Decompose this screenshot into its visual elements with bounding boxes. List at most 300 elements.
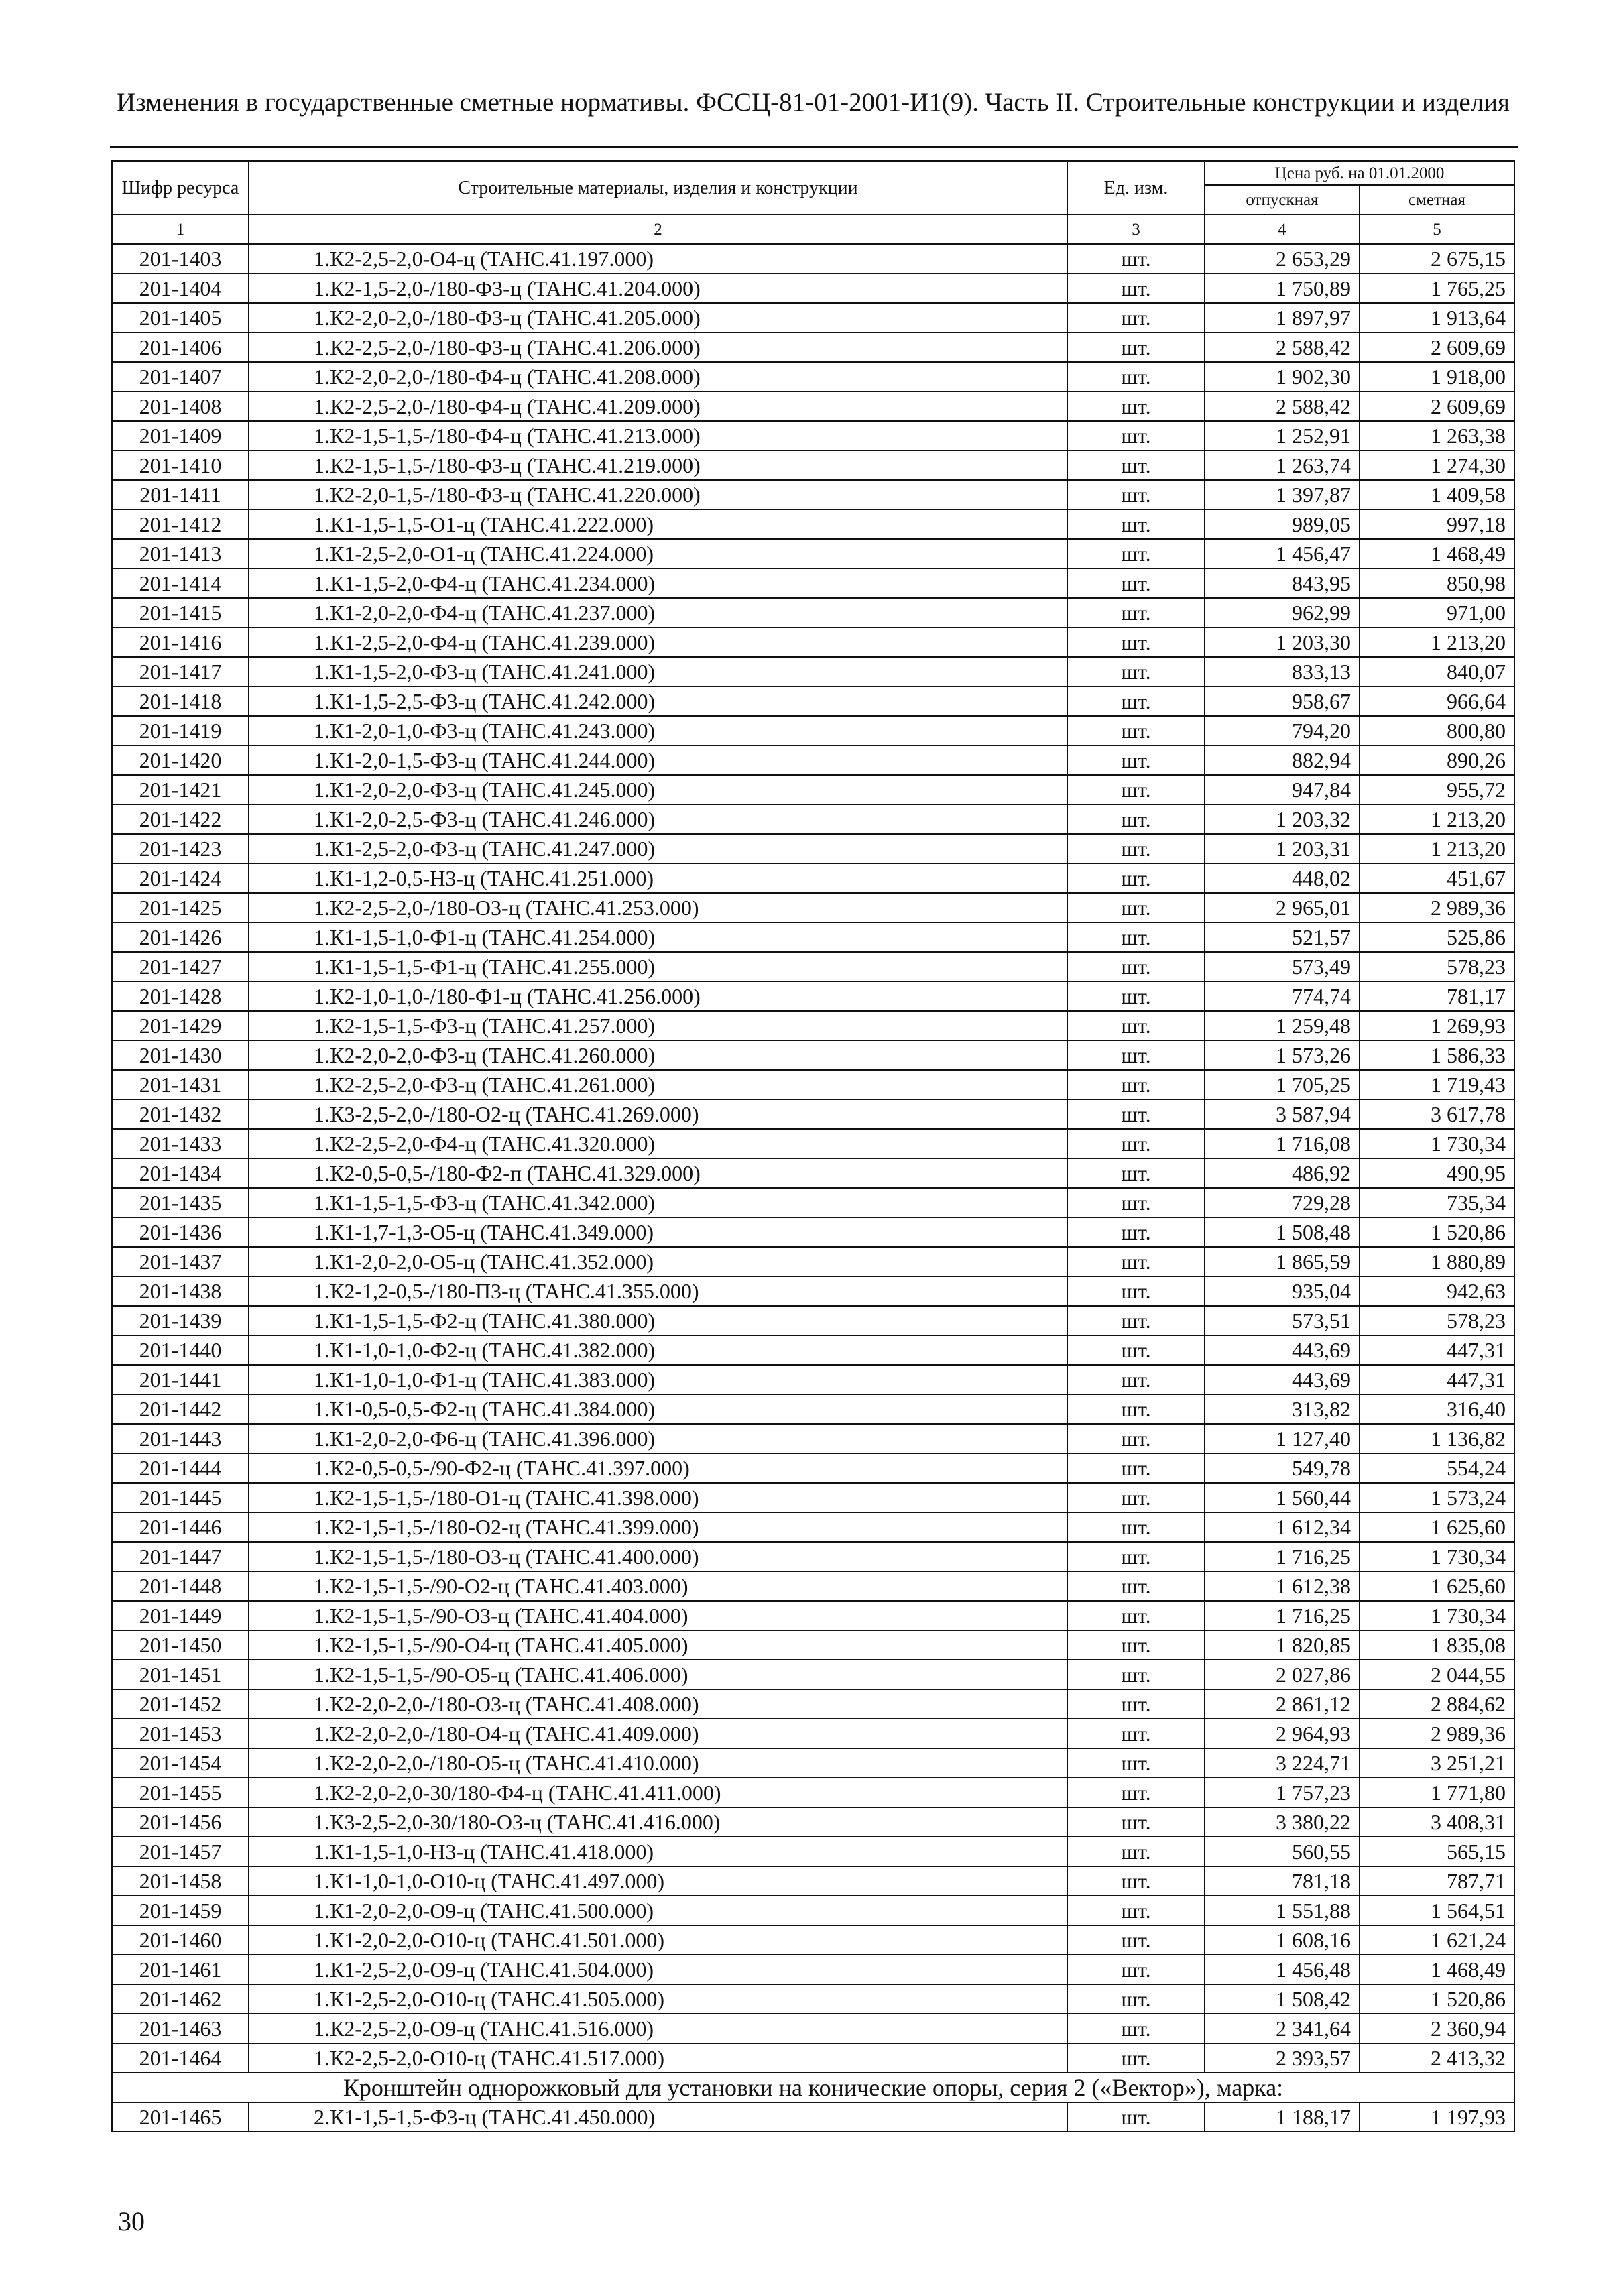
release-price: 1 757,23	[1205, 1778, 1360, 1807]
item-name: 1.К2-2,5-2,0-/180-Ф3-ц (ТАНС.41.206.000)	[249, 333, 1067, 362]
estimate-price: 490,95	[1360, 1158, 1514, 1188]
unit: шт.	[1067, 509, 1205, 539]
header-name: Строительные материалы, изделия и конструкции	[249, 161, 1067, 215]
item-name: 1.К1-1,5-1,5-Ф2-ц (ТАНС.41.380.000)	[249, 1306, 1067, 1335]
item-name: 1.К1-2,0-2,0-Ф4-ц (ТАНС.41.237.000)	[249, 598, 1067, 627]
estimate-price: 2 989,36	[1360, 893, 1514, 922]
resource-code: 201-1422	[112, 804, 249, 834]
unit: шт.	[1067, 922, 1205, 952]
release-price: 2 653,29	[1205, 244, 1360, 274]
unit: шт.	[1067, 2043, 1205, 2073]
unit: шт.	[1067, 244, 1205, 274]
estimate-price: 1 213,20	[1360, 834, 1514, 863]
release-price: 958,67	[1205, 686, 1360, 716]
estimate-price: 2 044,55	[1360, 1660, 1514, 1689]
unit: шт.	[1067, 1335, 1205, 1365]
release-price: 794,20	[1205, 716, 1360, 745]
estimate-price: 1 913,64	[1360, 303, 1514, 333]
unit: шт.	[1067, 1778, 1205, 1807]
unit: шт.	[1067, 1660, 1205, 1689]
estimate-price: 1 213,20	[1360, 627, 1514, 657]
release-price: 3 224,71	[1205, 1748, 1360, 1778]
estimate-price: 1 269,93	[1360, 1011, 1514, 1040]
table-row	[112, 1984, 1514, 2014]
unit: шт.	[1067, 391, 1205, 421]
resource-code: 201-1416	[112, 627, 249, 657]
resource-code: 201-1464	[112, 2043, 249, 2073]
item-name: 1.К2-2,5-2,0-/180-Ф4-ц (ТАНС.41.209.000)	[249, 391, 1067, 421]
unit: шт.	[1067, 893, 1205, 922]
release-price: 947,84	[1205, 775, 1360, 804]
item-name: 1.К2-0,5-0,5-/180-Ф2-п (ТАНС.41.329.000)	[249, 1158, 1067, 1188]
item-name: 1.К1-1,7-1,3-О5-ц (ТАНС.41.349.000)	[249, 1217, 1067, 1247]
unit: шт.	[1067, 1837, 1205, 1866]
resource-code: 201-1403	[112, 244, 249, 274]
item-name: 1.К1-1,5-2,5-Ф3-ц (ТАНС.41.242.000)	[249, 686, 1067, 716]
release-price: 1 259,48	[1205, 1011, 1360, 1040]
unit: шт.	[1067, 863, 1205, 893]
header-price: Цена руб. на 01.01.2000	[1205, 161, 1514, 185]
item-name: 1.К2-1,5-1,5-Ф3-ц (ТАНС.41.257.000)	[249, 1011, 1067, 1040]
header-rule	[110, 146, 1518, 148]
item-name: 1.К2-1,5-1,5-/180-Ф4-ц (ТАНС.41.213.000)	[249, 421, 1067, 450]
resource-code: 201-1415	[112, 598, 249, 627]
release-price: 1 902,30	[1205, 362, 1360, 391]
estimate-price: 554,24	[1360, 1453, 1514, 1483]
item-name: 1.К2-2,0-2,0-/180-О3-ц (ТАНС.41.408.000)	[249, 1689, 1067, 1719]
table-row	[112, 598, 1514, 627]
release-price: 448,02	[1205, 863, 1360, 893]
unit: шт.	[1067, 1571, 1205, 1601]
item-name: 1.К1-2,0-2,0-О10-ц (ТАНС.41.501.000)	[249, 1925, 1067, 1955]
estimate-price: 1 573,24	[1360, 1483, 1514, 1512]
resource-code: 201-1426	[112, 922, 249, 952]
resource-code: 201-1433	[112, 1129, 249, 1158]
table-row	[112, 1483, 1514, 1512]
estimate-price: 447,31	[1360, 1365, 1514, 1394]
release-price: 1 203,32	[1205, 804, 1360, 834]
item-name: 1.К1-2,0-2,0-Ф6-ц (ТАНС.41.396.000)	[249, 1424, 1067, 1453]
release-price: 573,51	[1205, 1306, 1360, 1335]
release-price: 962,99	[1205, 598, 1360, 627]
table-row	[112, 1306, 1514, 1335]
estimate-price: 2 360,94	[1360, 2014, 1514, 2043]
item-name: 1.К1-1,2-0,5-Н3-ц (ТАНС.41.251.000)	[249, 863, 1067, 893]
item-name: 1.К1-1,0-1,0-Ф1-ц (ТАНС.41.383.000)	[249, 1365, 1067, 1394]
unit: шт.	[1067, 1070, 1205, 1099]
table-row	[112, 1453, 1514, 1483]
resource-code: 201-1430	[112, 1040, 249, 1070]
table-row	[112, 1542, 1514, 1571]
table-row	[112, 1099, 1514, 1129]
resource-code: 201-1406	[112, 333, 249, 362]
item-name: 1.К2-2,0-1,5-/180-Ф3-ц (ТАНС.41.220.000)	[249, 480, 1067, 509]
index-cell: 2	[249, 215, 1067, 244]
item-name: 1.К2-1,5-1,5-/90-О2-ц (ТАНС.41.403.000)	[249, 1571, 1067, 1601]
estimate-price: 997,18	[1360, 509, 1514, 539]
resource-code: 201-1452	[112, 1689, 249, 1719]
item-name: 1.К1-2,0-1,5-Ф3-ц (ТАНС.41.244.000)	[249, 745, 1067, 775]
item-name: 1.К3-2,5-2,0-/180-О2-ц (ТАНС.41.269.000)	[249, 1099, 1067, 1129]
estimate-price: 1 880,89	[1360, 1247, 1514, 1276]
item-name: 1.К1-2,5-2,0-О9-ц (ТАНС.41.504.000)	[249, 1955, 1067, 1984]
unit: шт.	[1067, 2014, 1205, 2043]
table-row	[112, 509, 1514, 539]
resource-code: 201-1439	[112, 1306, 249, 1335]
resource-code: 201-1421	[112, 775, 249, 804]
table-row	[112, 981, 1514, 1011]
unit: шт.	[1067, 804, 1205, 834]
estimate-price: 850,98	[1360, 568, 1514, 598]
unit: шт.	[1067, 834, 1205, 863]
estimate-price: 1 197,93	[1360, 2102, 1514, 2132]
table-row	[112, 1217, 1514, 1247]
estimate-price: 451,67	[1360, 863, 1514, 893]
release-price: 1 897,97	[1205, 303, 1360, 333]
unit: шт.	[1067, 1158, 1205, 1188]
item-name: 1.К2-2,0-2,0-30/180-Ф4-ц (ТАНС.41.411.000)	[249, 1778, 1067, 1807]
release-price: 1 865,59	[1205, 1247, 1360, 1276]
unit: шт.	[1067, 981, 1205, 1011]
item-name: 1.К1-2,0-2,0-О5-ц (ТАНС.41.352.000)	[249, 1247, 1067, 1276]
unit: шт.	[1067, 274, 1205, 303]
resource-code: 201-1447	[112, 1542, 249, 1571]
table-row	[112, 1070, 1514, 1099]
unit: шт.	[1067, 775, 1205, 804]
estimate-price: 3 408,31	[1360, 1807, 1514, 1837]
resource-code: 201-1420	[112, 745, 249, 775]
item-name: 1.К1-2,5-2,0-Ф3-ц (ТАНС.41.247.000)	[249, 834, 1067, 863]
item-name: 1.К3-2,5-2,0-30/180-О3-ц (ТАНС.41.416.000)	[249, 1807, 1067, 1837]
unit: шт.	[1067, 1247, 1205, 1276]
estimate-price: 966,64	[1360, 686, 1514, 716]
resource-code: 201-1461	[112, 1955, 249, 1984]
resource-code: 201-1443	[112, 1424, 249, 1453]
release-price: 2 964,93	[1205, 1719, 1360, 1748]
item-name: 1.К1-1,5-2,0-Ф3-ц (ТАНС.41.241.000)	[249, 657, 1067, 686]
table-row	[112, 804, 1514, 834]
resource-code: 201-1427	[112, 952, 249, 981]
unit: шт.	[1067, 1217, 1205, 1247]
item-name: 1.К2-2,0-2,0-/180-Ф3-ц (ТАНС.41.205.000)	[249, 303, 1067, 333]
resource-code: 201-1408	[112, 391, 249, 421]
resource-code: 201-1423	[112, 834, 249, 863]
unit: шт.	[1067, 1483, 1205, 1512]
estimate-price: 2 989,36	[1360, 1719, 1514, 1748]
estimate-price: 1 835,08	[1360, 1630, 1514, 1660]
unit: шт.	[1067, 421, 1205, 450]
estimate-price: 525,86	[1360, 922, 1514, 952]
table-row	[112, 421, 1514, 450]
resource-code: 201-1428	[112, 981, 249, 1011]
table-row	[112, 1778, 1514, 1807]
estimate-price: 1 468,49	[1360, 539, 1514, 568]
unit: шт.	[1067, 1866, 1205, 1896]
estimate-price: 1 263,38	[1360, 421, 1514, 450]
table-row	[112, 1158, 1514, 1188]
item-name: 1.К2-1,5-1,5-/90-О4-ц (ТАНС.41.405.000)	[249, 1630, 1067, 1660]
item-name: 1.К1-1,0-1,0-О10-ц (ТАНС.41.497.000)	[249, 1866, 1067, 1896]
release-price: 1 612,34	[1205, 1512, 1360, 1542]
index-cell: 1	[112, 215, 249, 244]
item-name: 1.К1-2,5-2,0-Ф4-ц (ТАНС.41.239.000)	[249, 627, 1067, 657]
estimate-price: 1 409,58	[1360, 480, 1514, 509]
estimate-price: 1 625,60	[1360, 1571, 1514, 1601]
estimate-price: 840,07	[1360, 657, 1514, 686]
table-row	[112, 657, 1514, 686]
unit: шт.	[1067, 1306, 1205, 1335]
table-row	[112, 775, 1514, 804]
release-price: 573,49	[1205, 952, 1360, 981]
item-name: 1.К1-1,5-1,5-Ф3-ц (ТАНС.41.342.000)	[249, 1188, 1067, 1217]
release-price: 1 127,40	[1205, 1424, 1360, 1453]
table-row	[112, 1040, 1514, 1070]
release-price: 3 380,22	[1205, 1807, 1360, 1837]
table-row	[112, 863, 1514, 893]
unit: шт.	[1067, 1099, 1205, 1129]
header-estimate-price: сметная	[1360, 185, 1514, 215]
release-price: 443,69	[1205, 1365, 1360, 1394]
estimate-price: 2 609,69	[1360, 391, 1514, 421]
estimate-price: 2 413,32	[1360, 2043, 1514, 2073]
section-title: Кронштейн однорожковый для установки на конические опоры, серия 2 («Вектор»), марка:	[112, 2073, 1514, 2102]
resource-code: 201-1460	[112, 1925, 249, 1955]
item-name: 1.К2-1,5-1,5-/180-О2-ц (ТАНС.41.399.000)	[249, 1512, 1067, 1542]
table-row	[112, 1424, 1514, 1453]
resource-code: 201-1445	[112, 1483, 249, 1512]
unit: шт.	[1067, 1276, 1205, 1306]
resource-code: 201-1458	[112, 1866, 249, 1896]
unit: шт.	[1067, 1040, 1205, 1070]
table-row	[112, 1807, 1514, 1837]
table-row	[112, 539, 1514, 568]
table-row	[112, 450, 1514, 480]
item-name: 1.К2-2,0-2,0-Ф3-ц (ТАНС.41.260.000)	[249, 1040, 1067, 1070]
item-name: 1.К2-1,0-1,0-/180-Ф1-ц (ТАНС.41.256.000)	[249, 981, 1067, 1011]
estimate-price: 955,72	[1360, 775, 1514, 804]
resource-code: 201-1404	[112, 274, 249, 303]
index-cell: 3	[1067, 215, 1205, 244]
unit: шт.	[1067, 716, 1205, 745]
unit: шт.	[1067, 1394, 1205, 1424]
unit: шт.	[1067, 1955, 1205, 1984]
release-price: 1 705,25	[1205, 1070, 1360, 1099]
item-name: 1.К2-1,5-1,5-/90-О3-ц (ТАНС.41.404.000)	[249, 1601, 1067, 1630]
table-row	[112, 1188, 1514, 1217]
item-name: 1.К2-2,0-2,0-/180-О5-ц (ТАНС.41.410.000)	[249, 1748, 1067, 1778]
table-row	[112, 362, 1514, 391]
release-price: 1 560,44	[1205, 1483, 1360, 1512]
resource-code: 201-1446	[112, 1512, 249, 1542]
release-price: 1 716,08	[1205, 1129, 1360, 1158]
release-price: 2 341,64	[1205, 2014, 1360, 2043]
table-row	[112, 1748, 1514, 1778]
estimate-price: 1 719,43	[1360, 1070, 1514, 1099]
release-price: 2 393,57	[1205, 2043, 1360, 2073]
table-row	[112, 1689, 1514, 1719]
page-number: 30	[118, 2206, 145, 2236]
release-price: 781,18	[1205, 1866, 1360, 1896]
resource-code: 201-1434	[112, 1158, 249, 1188]
estimate-price: 1 625,60	[1360, 1512, 1514, 1542]
item-name: 1.К2-2,5-2,0-О9-ц (ТАНС.41.516.000)	[249, 2014, 1067, 2043]
item-name: 2.К1-1,5-1,5-Ф3-ц (ТАНС.41.450.000)	[249, 2102, 1067, 2132]
resource-code: 201-1442	[112, 1394, 249, 1424]
resource-code: 201-1440	[112, 1335, 249, 1365]
estimate-price: 1 274,30	[1360, 450, 1514, 480]
item-name: 1.К2-2,5-2,0-Ф3-ц (ТАНС.41.261.000)	[249, 1070, 1067, 1099]
release-price: 2 965,01	[1205, 893, 1360, 922]
table-row	[112, 274, 1514, 303]
item-name: 1.К2-2,5-2,0-/180-О3-ц (ТАНС.41.253.000)	[249, 893, 1067, 922]
index-cell: 4	[1205, 215, 1360, 244]
unit: шт.	[1067, 1542, 1205, 1571]
estimate-price: 316,40	[1360, 1394, 1514, 1424]
release-price: 843,95	[1205, 568, 1360, 598]
resource-code: 201-1419	[112, 716, 249, 745]
table-row	[112, 952, 1514, 981]
header-release-price: отпускная	[1205, 185, 1360, 215]
release-price: 1 203,30	[1205, 627, 1360, 657]
estimate-price: 1 918,00	[1360, 362, 1514, 391]
estimate-price: 1 765,25	[1360, 274, 1514, 303]
table-row	[112, 391, 1514, 421]
estimate-price: 3 251,21	[1360, 1748, 1514, 1778]
resource-code: 201-1417	[112, 657, 249, 686]
release-price: 935,04	[1205, 1276, 1360, 1306]
unit: шт.	[1067, 627, 1205, 657]
unit: шт.	[1067, 745, 1205, 775]
release-price: 560,55	[1205, 1837, 1360, 1866]
unit: шт.	[1067, 1984, 1205, 2014]
release-price: 1 203,31	[1205, 834, 1360, 863]
resource-code: 201-1441	[112, 1365, 249, 1394]
table-row	[112, 1247, 1514, 1276]
unit: шт.	[1067, 1896, 1205, 1925]
resource-code: 201-1407	[112, 362, 249, 391]
section-row	[112, 2073, 1514, 2102]
estimate-price: 890,26	[1360, 745, 1514, 775]
resource-code: 201-1437	[112, 1247, 249, 1276]
estimate-price: 942,63	[1360, 1276, 1514, 1306]
item-name: 1.К1-2,0-2,0-О9-ц (ТАНС.41.500.000)	[249, 1896, 1067, 1925]
table-row	[112, 627, 1514, 657]
release-price: 1 508,42	[1205, 1984, 1360, 2014]
header-code: Шифр ресурса	[112, 161, 249, 215]
resource-code: 201-1444	[112, 1453, 249, 1483]
estimate-price: 1 586,33	[1360, 1040, 1514, 1070]
estimate-price: 971,00	[1360, 598, 1514, 627]
item-name: 1.К1-1,5-1,5-О1-ц (ТАНС.41.222.000)	[249, 509, 1067, 539]
unit: шт.	[1067, 657, 1205, 686]
unit: шт.	[1067, 952, 1205, 981]
table-row	[112, 1925, 1514, 1955]
resource-code: 201-1409	[112, 421, 249, 450]
release-price: 2 861,12	[1205, 1689, 1360, 1719]
resource-code: 201-1414	[112, 568, 249, 598]
table-row	[112, 893, 1514, 922]
release-price: 486,92	[1205, 1158, 1360, 1188]
item-name: 1.К1-2,5-2,0-О10-ц (ТАНС.41.505.000)	[249, 1984, 1067, 2014]
item-name: 1.К1-1,5-1,0-Н3-ц (ТАНС.41.418.000)	[249, 1837, 1067, 1866]
estimate-price: 1 730,34	[1360, 1542, 1514, 1571]
resource-code: 201-1431	[112, 1070, 249, 1099]
table-row	[112, 244, 1514, 274]
unit: шт.	[1067, 1689, 1205, 1719]
estimate-price: 447,31	[1360, 1335, 1514, 1365]
release-price: 833,13	[1205, 657, 1360, 686]
release-price: 882,94	[1205, 745, 1360, 775]
unit: шт.	[1067, 1424, 1205, 1453]
item-name: 1.К2-0,5-0,5-/90-Ф2-ц (ТАНС.41.397.000)	[249, 1453, 1067, 1483]
item-name: 1.К1-1,0-1,0-Ф2-ц (ТАНС.41.382.000)	[249, 1335, 1067, 1365]
document-header: Изменения в государственные сметные нормативы. ФССЦ-81-01-2001-И1(9). Часть II. Строительные конструкции и изделия	[117, 88, 1510, 117]
release-price: 2 588,42	[1205, 333, 1360, 362]
estimate-price: 787,71	[1360, 1866, 1514, 1896]
price-table	[111, 160, 1515, 2132]
table-row	[112, 716, 1514, 745]
release-price: 1 263,74	[1205, 450, 1360, 480]
resource-code: 201-1457	[112, 1837, 249, 1866]
release-price: 1 188,17	[1205, 2102, 1360, 2132]
release-price: 1 750,89	[1205, 274, 1360, 303]
item-name: 1.К2-1,2-0,5-/180-П3-ц (ТАНС.41.355.000)	[249, 1276, 1067, 1306]
unit: шт.	[1067, 1630, 1205, 1660]
unit: шт.	[1067, 1512, 1205, 1542]
estimate-price: 1 213,20	[1360, 804, 1514, 834]
table-row	[112, 1601, 1514, 1630]
table-row	[112, 1394, 1514, 1424]
estimate-price: 1 520,86	[1360, 1217, 1514, 1247]
estimate-price: 3 617,78	[1360, 1099, 1514, 1129]
resource-code: 201-1463	[112, 2014, 249, 2043]
unit: шт.	[1067, 1601, 1205, 1630]
resource-code: 201-1451	[112, 1660, 249, 1689]
resource-code: 201-1424	[112, 863, 249, 893]
resource-code: 201-1438	[112, 1276, 249, 1306]
table-row	[112, 1335, 1514, 1365]
resource-code: 201-1436	[112, 1217, 249, 1247]
estimate-price: 578,23	[1360, 952, 1514, 981]
estimate-price: 1 621,24	[1360, 1925, 1514, 1955]
release-price: 1 716,25	[1205, 1542, 1360, 1571]
resource-code: 201-1462	[112, 1984, 249, 2014]
table-row	[112, 1660, 1514, 1689]
item-name: 1.К2-1,5-1,5-/180-Ф3-ц (ТАНС.41.219.000)	[249, 450, 1067, 480]
table-row	[112, 333, 1514, 362]
release-price: 1 608,16	[1205, 1925, 1360, 1955]
unit: шт.	[1067, 568, 1205, 598]
estimate-price: 800,80	[1360, 716, 1514, 745]
table-row	[112, 1011, 1514, 1040]
table-row	[112, 568, 1514, 598]
resource-code: 201-1410	[112, 450, 249, 480]
table-row	[112, 1837, 1514, 1866]
release-price: 3 587,94	[1205, 1099, 1360, 1129]
release-price: 521,57	[1205, 922, 1360, 952]
unit: шт.	[1067, 539, 1205, 568]
header-unit: Ед. изм.	[1067, 161, 1205, 215]
release-price: 1 820,85	[1205, 1630, 1360, 1660]
item-name: 1.К2-1,5-1,5-/180-О3-ц (ТАНС.41.400.000)	[249, 1542, 1067, 1571]
item-name: 1.К1-1,5-1,0-Ф1-ц (ТАНС.41.254.000)	[249, 922, 1067, 952]
estimate-price: 565,15	[1360, 1837, 1514, 1866]
table-row	[112, 1955, 1514, 1984]
resource-code: 201-1465	[112, 2102, 249, 2132]
unit: шт.	[1067, 1719, 1205, 1748]
resource-code: 201-1453	[112, 1719, 249, 1748]
resource-code: 201-1449	[112, 1601, 249, 1630]
